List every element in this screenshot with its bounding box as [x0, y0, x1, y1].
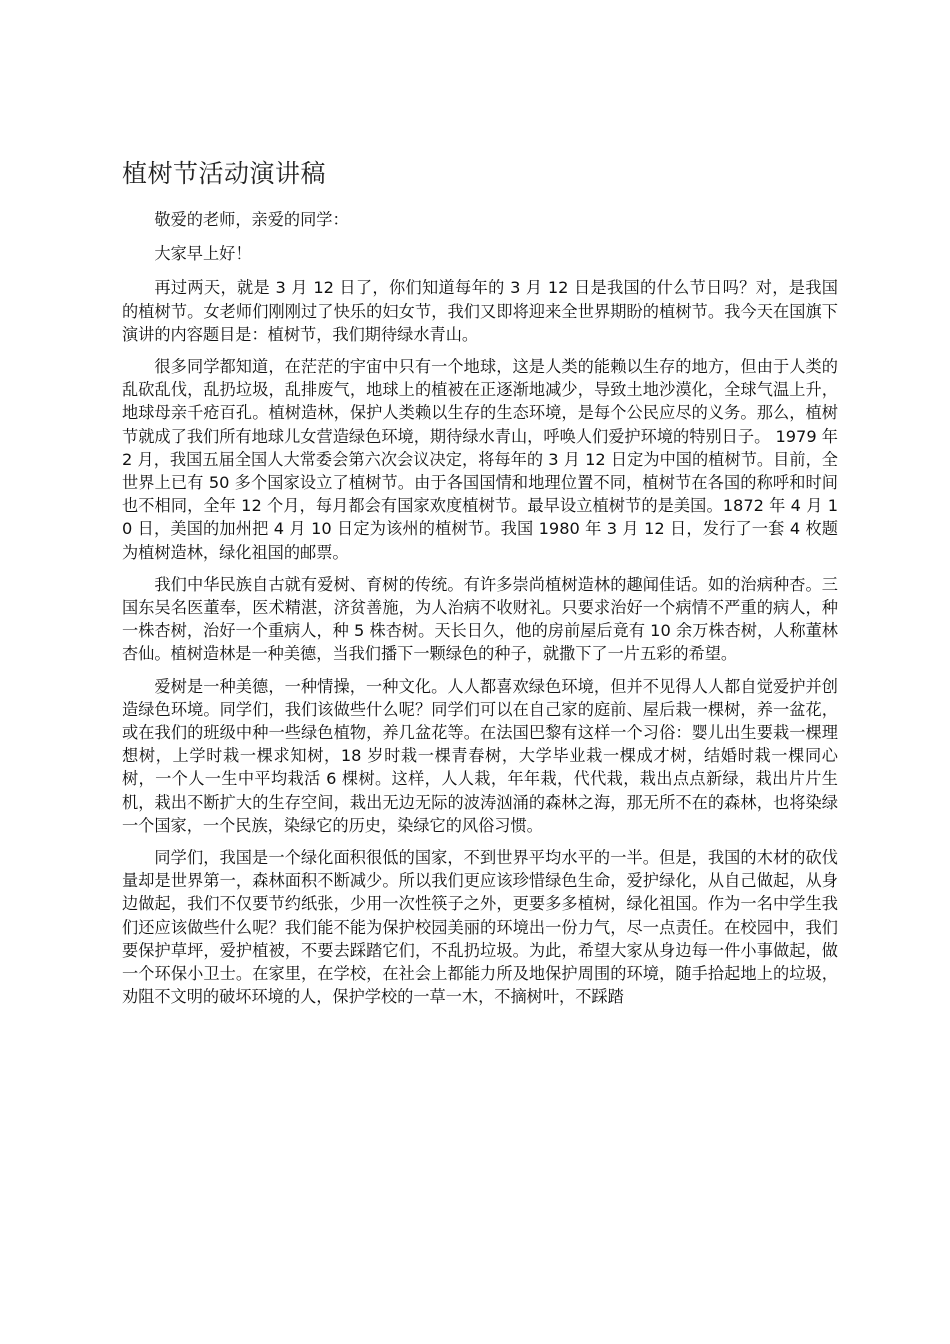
- body-paragraph: 我们中华民族自古就有爱树、育树的传统。有许多崇尚植树造林的趣闻佳话。如的治病种杏。三国东吴名医董奉，医术精湛，济贫善施，为人治病不收财礼。只要求治好一个病情不严重的病人，种一株杏树，治好一个重病人，种 5 株杏树。天长日久，他的房前屋后竟有 10 余万株杏树，人称董林杏仙。植树造林是一种美德，当我们播下一颗绿色的种子，就撒下了一片五彩的希望。: [122, 574, 838, 664]
- body-paragraph: 再过两天，就是 3 月 12 日了，你们知道每年的 3 月 12 日是我国的什么节日吗？对，是我国的植树节。女老师们刚刚过了快乐的妇女节，我们又即将迎来全世界期盼的植树节。我今天在国旗下演讲的内容题目是：植树节，我们期待绿水青山。: [122, 278, 838, 344]
- body-paragraph: 很多同学都知道，在茫茫的宇宙中只有一个地球，这是人类的能赖以生存的地方，但由于人类的乱砍乱伐，乱扔垃圾，乱排废气，地球上的植被在正逐渐地减少，导致土地沙漠化，全球气温上升，地球母亲千疮百孔。植树造林，保护人类赖以生存的生态环境，是每个公民应尽的义务。那么，植树节就成了我们所有地球儿女营造绿色环境，期待绿水青山，呼唤人们爱护环境的特别日子。 1979 年 2 月，我国五届全国人大常委会第六次会议决定，将每年的 3 月 12 日定为中国的植树节。目前，全世界上已有 50 多个国家设立了植树节。由于各国国情和地理位置不同，植树节在各国的称呼和时间也不相同，全年 12 个月，每月都会有国家欢度植树节。最早设立植树节的是美国。1872 年 4 月 10 日，美国的加州把 4 月 10 日定为该州的植树节。我国 1980 年 3 月 12 日，发行了一套 4 枚题为植树造林，绿化祖国的邮票。: [122, 357, 838, 562]
- document-title: 植树节活动演讲稿: [122, 159, 327, 188]
- greeting-paragraph: 大家早上好！: [154, 244, 252, 264]
- document-body: [122, 208, 838, 1018]
- body-paragraph: 同学们，我国是一个绿化面积很低的国家，不到世界平均水平的一半。但是，我国的木材的砍伐量却是世界第一，森林面积不断减少。所以我们更应该珍惜绿色生命，爱护绿化，从自己做起，从身边做起，我们不仅要节约纸张，少用一次性筷子之外，更要多多植树，绿化祖国。作为一名中学生我们还应该做些什么呢？我们能不能为保护校园美丽的环境出一份力气，尽一点责任。在校园中，我们要保护草坪，爱护植被，不要去踩踏它们，不乱扔垃圾。为此，希望大家从身边每一件小事做起，做一个环保小卫士。在家里，在学校，在社会上都能力所及地保护周围的环境，随手拾起地上的垃圾，劝阻不文明的破坏环境的人，保护学校的一草一木，不摘树叶，不踩踏: [122, 848, 838, 1007]
- salutation-paragraph: 敬爱的老师，亲爱的同学：: [154, 210, 349, 229]
- body-paragraph: 爱树是一种美德，一种情操，一种文化。人人都喜欢绿色环境，但并不见得人人都自觉爱护并创造绿色环境。同学们，我们该做些什么呢？同学们可以在自己家的庭前、屋后栽一棵树，养一盆花，或在我们的班级中种一些绿色植物，养几盆花等。在法国巴黎有这样一个习俗：婴儿出生要栽一棵理想树，上学时栽一棵求知树，18 岁时栽一棵青春树，大学毕业栽一棵成才树，结婚时栽一棵同心树，一个人一生中平均栽活 6 棵树。这样，人人栽，年年栽，代代栽，栽出点点新绿，栽出片片生机，栽出不断扩大的生存空间，栽出无边无际的波涛汹涌的森林之海，那无所不在的森林，也将染绿一个国家，一个民族，染绿它的历史，染绿它的风俗习惯。: [122, 676, 838, 835]
